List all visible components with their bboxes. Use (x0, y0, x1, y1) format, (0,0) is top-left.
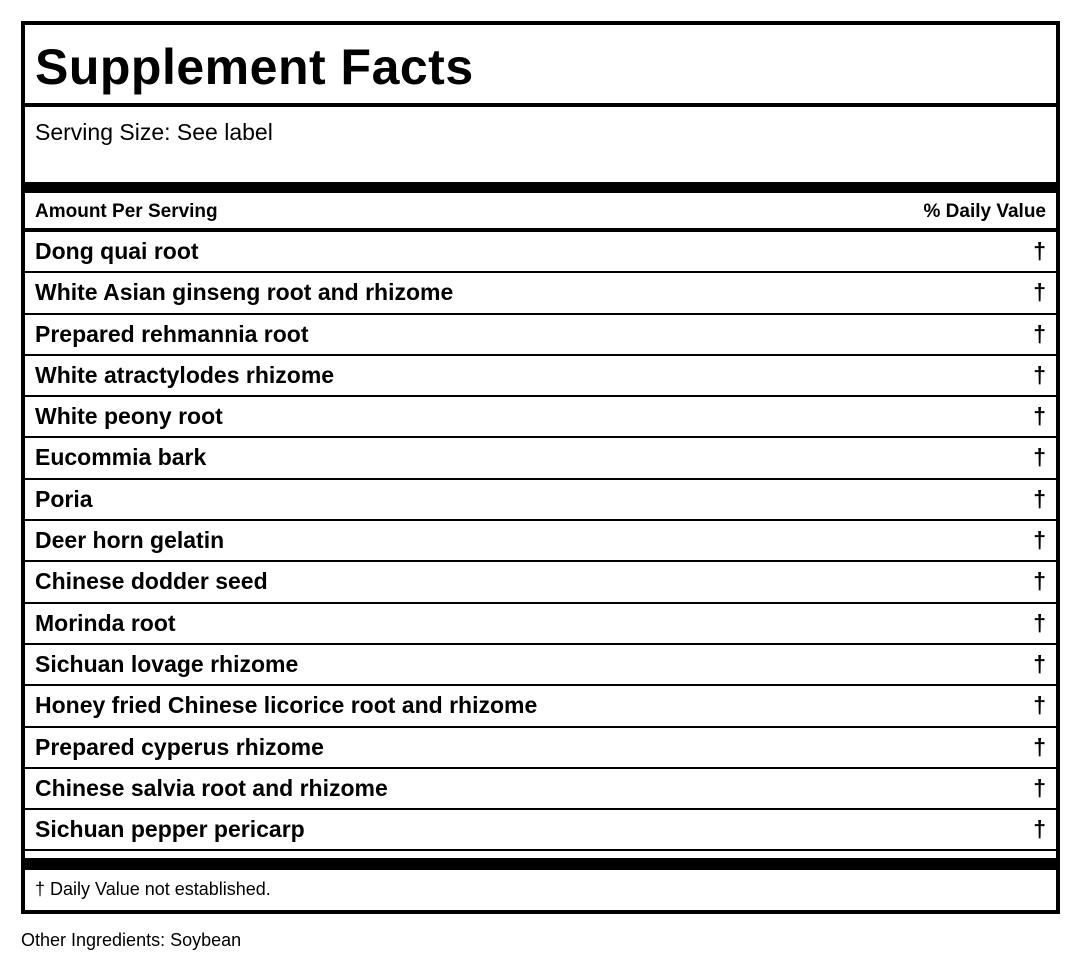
daily-value-dagger: † (1033, 444, 1046, 471)
column-header (25, 193, 1056, 229)
daily-value-dagger: † (1033, 485, 1046, 512)
footnote: † Daily Value not established. (35, 879, 271, 899)
ingredient-row (25, 645, 1056, 686)
ingredient-list (25, 232, 1056, 851)
daily-value-dagger: † (1033, 279, 1046, 306)
divider (25, 103, 1056, 107)
ingredient-row (25, 521, 1056, 562)
ingredient-row (25, 728, 1056, 769)
ingredient-row (25, 810, 1056, 851)
ingredient-name: Prepared cyperus rhizome (35, 733, 324, 760)
ingredient-name: Deer horn gelatin (35, 527, 225, 554)
daily-value-dagger: † (1033, 238, 1046, 264)
ingredient-name: Chinese salvia root and rhizome (35, 774, 388, 801)
ingredient-row (25, 480, 1056, 521)
daily-value-header: % Daily Value (923, 201, 1046, 222)
ingredient-name: White Asian ginseng root and rhizome (35, 279, 454, 306)
ingredient-row (25, 604, 1056, 645)
ingredient-row (25, 273, 1056, 314)
other-ingredients: Other Ingredients: Soybean (21, 930, 242, 950)
ingredient-name: Eucommia bark (35, 444, 207, 471)
daily-value-dagger: † (1033, 403, 1046, 430)
daily-value-dagger: † (1033, 692, 1046, 719)
daily-value-dagger: † (1033, 816, 1046, 843)
supplement-facts-panel (21, 21, 1060, 914)
ingredient-row (25, 686, 1056, 727)
ingredient-name: Sichuan pepper pericarp (35, 816, 305, 843)
ingredient-name: Prepared rehmannia root (35, 320, 309, 347)
amount-per-serving-header: Amount Per Serving (35, 201, 218, 222)
daily-value-dagger: † (1033, 527, 1046, 554)
ingredient-row (25, 356, 1056, 397)
ingredient-name: Chinese dodder seed (35, 568, 268, 595)
ingredient-row (25, 315, 1056, 356)
ingredient-row (25, 397, 1056, 438)
daily-value-dagger: † (1033, 733, 1046, 760)
daily-value-dagger: † (1033, 568, 1046, 595)
daily-value-dagger: † (1033, 774, 1046, 801)
thick-divider (25, 182, 1056, 193)
thick-divider (25, 858, 1056, 870)
daily-value-dagger: † (1033, 361, 1046, 388)
ingredient-name: White atractylodes rhizome (35, 361, 335, 388)
ingredient-name: Honey fried Chinese licorice root and rhizome (35, 692, 538, 719)
ingredient-row (25, 769, 1056, 810)
serving-size: Serving Size: See label (35, 119, 273, 145)
daily-value-dagger: † (1033, 609, 1046, 636)
ingredient-row (25, 232, 1056, 273)
daily-value-dagger: † (1033, 320, 1046, 347)
ingredient-name: Poria (35, 485, 93, 512)
ingredient-name: White peony root (35, 403, 223, 430)
panel-title: Supplement Facts (35, 39, 474, 95)
ingredient-name: Morinda root (35, 609, 176, 636)
ingredient-row (25, 562, 1056, 603)
ingredient-name: Sichuan lovage rhizome (35, 650, 299, 677)
ingredient-name: Dong quai root (35, 238, 199, 264)
ingredient-row (25, 438, 1056, 479)
daily-value-dagger: † (1033, 650, 1046, 677)
